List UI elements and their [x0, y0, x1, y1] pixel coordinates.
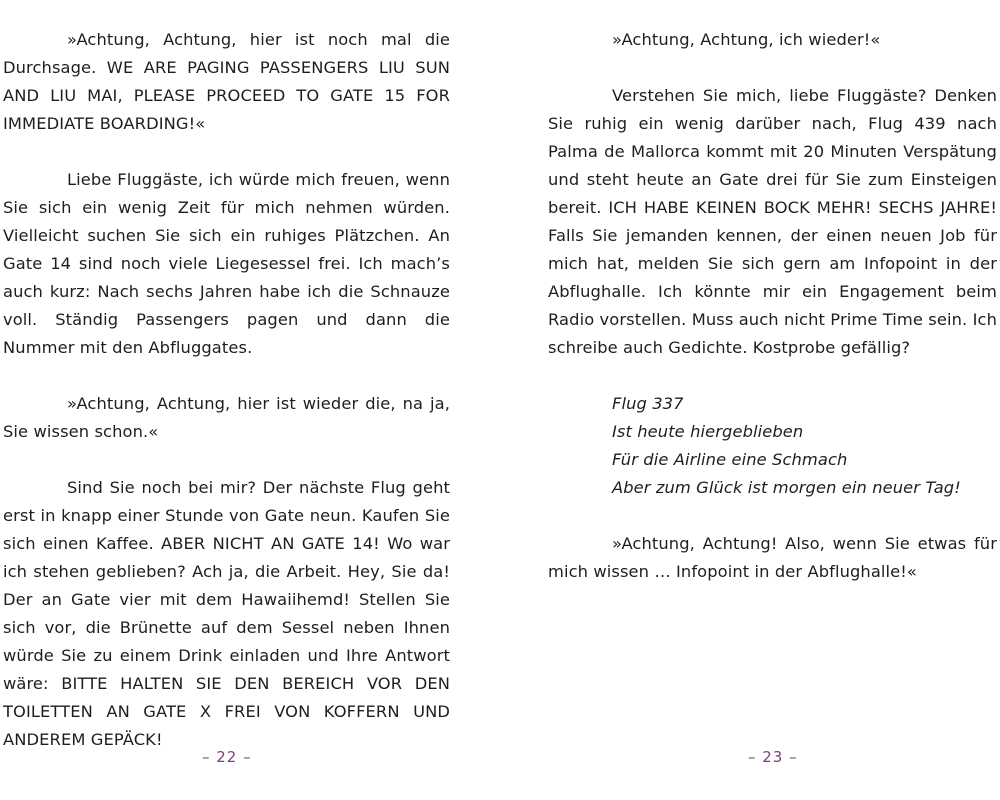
poem	[612, 390, 997, 502]
left-page	[3, 26, 450, 782]
poem-line: Aber zum Glück ist morgen ein neuer Tag!	[612, 478, 961, 497]
page-number-right: – 23 –	[748, 748, 798, 766]
right-page	[548, 26, 997, 614]
paragraph: Liebe Fluggäste, ich würde mich freuen, wenn Sie sich ein wenig Zeit für mich nehmen würden. Vielleicht suchen Sie sich ein ruhiges Plätzchen. An Gate 14 sind noch viele Liegesessel frei. Ich mach’s auch kurz: Nach sechs Jahren habe ich die Schnauze voll. Ständig Passengers pagen und dann die Nummer mit den Abfluggates.	[3, 170, 450, 357]
paragraph: »Achtung, Achtung! Also, wenn Sie etwas für mich wissen … Infopoint in der Abflughalle!«	[548, 534, 997, 581]
poem-line: Für die Airline eine Schmach	[612, 450, 848, 469]
paragraph: »Achtung, Achtung, hier ist wieder die, na ja, Sie wissen schon.«	[3, 394, 450, 441]
paragraph: Verstehen Sie mich, liebe Fluggäste? Denken Sie ruhig ein wenig darüber nach, Flug 439 nach Palma de Mallorca kommt mit 20 Minuten Verspätung und steht heute an Gate drei für Sie zum Einsteigen bereit. ICH HABE KEINEN BOCK MEHR! SECHS JAHRE! Falls Sie jemanden kennen, der einen neuen Job für mich hat, melden Sie sich gern am Infopoint in der Abflughalle. Ich könnte mir ein Engagement beim Radio vorstellen. Muss auch nicht Prime Time sein. Ich schreibe auch Gedichte. Kostprobe gefällig?	[548, 86, 997, 357]
paragraph: »Achtung, Achtung, hier ist noch mal die Durchsage. WE ARE PAGING PASSENGERS LIU SUN AND LIU MAI, PLEASE PROCEED TO GATE 15 FOR IMMEDIATE BOARDING!«	[3, 30, 450, 133]
paragraph: Sind Sie noch bei mir? Der nächste Flug geht erst in knapp einer Stunde von Gate neun. Kaufen Sie sich einen Kaffee. ABER NICHT AN GATE 14! Wo war ich stehen geblieben? Ach ja, die Arbeit. Hey, Sie da! Der an Gate vier mit dem Hawaiihemd! Stellen Sie sich vor, die Brünette auf dem Sessel neben Ihnen würde Sie zu einem Drink einladen und Ihre Antwort wäre: BITTE HALTEN SIE DEN BEREICH VOR DEN TOILETTEN AN GATE X FREI VON KOFFERN UND ANDEREM GEPÄCK!	[3, 478, 450, 749]
paragraph: »Achtung, Achtung, ich wieder!«	[612, 30, 881, 49]
poem-line: Ist heute hiergeblieben	[612, 422, 804, 441]
poem-line: Flug 337	[612, 394, 684, 413]
page-number-left: – 22 –	[202, 748, 252, 766]
